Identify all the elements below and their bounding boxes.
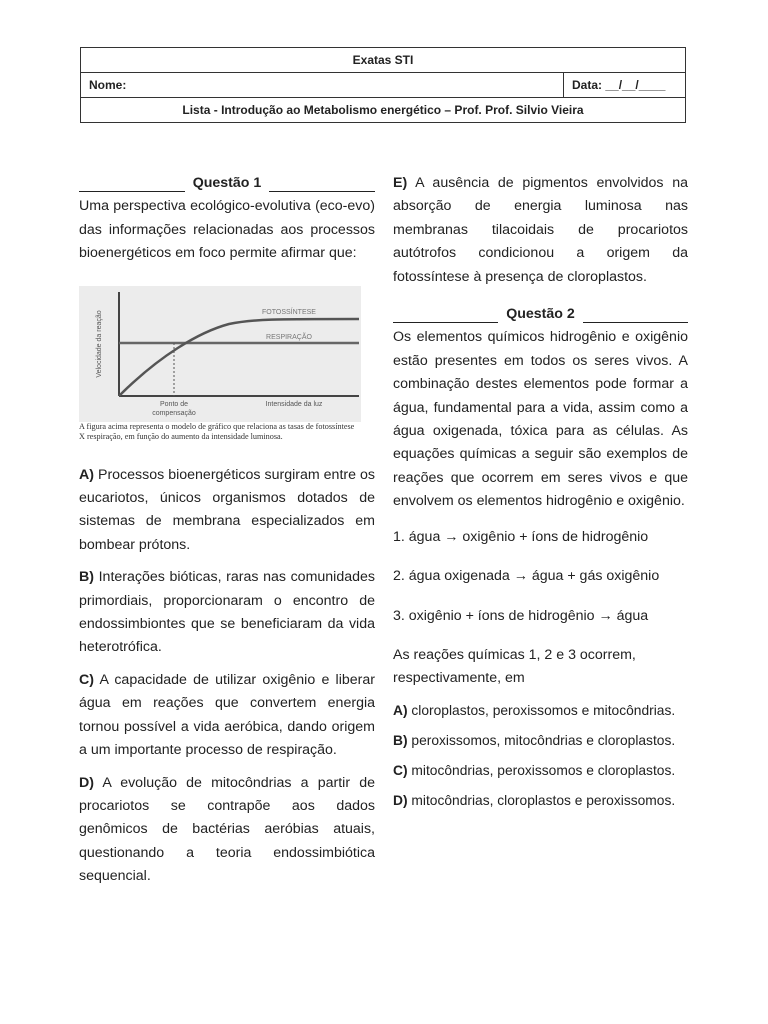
header-table	[80, 47, 686, 123]
name-label: Nome:	[81, 73, 564, 98]
q1-option-e: E) A ausência de pigmentos envolvidos na absorção de energia luminosa nas membranas tilacoidais de procariotos autótrofos condicionou a origem da fotossíntese à presença de cloroplastos.	[393, 175, 688, 285]
question-1-title: Questão 1	[192, 175, 262, 191]
q2-option-c: C) mitocôndrias, peroxissomos e cloroplastos.	[393, 762, 676, 778]
photosynthesis-figure	[79, 286, 361, 442]
q2-option-b: B) peroxissomos, mitocôndrias e cloroplastos.	[393, 732, 676, 748]
equation-3: 3. oxigênio + íons de hidrogênio → água	[393, 607, 649, 624]
equation-2: 2. água oxigenada → água + gás oxigênio	[393, 568, 660, 585]
photosynthesis-label: FOTOSSÍNTESE	[262, 308, 316, 316]
q1-option-a: A) Processos bioenergéticos surgiram entre os eucariotos, únicos organismos dotados de sistemas de membrana especializados em bombear prótons.	[79, 466, 375, 553]
question-1-stem: Uma perspectiva ecológico-evolutiva (eco-evo) das informações relacionadas aos processos bioenergéticos em foco permite afirmar que:	[79, 198, 375, 262]
q2-option-a: A) cloroplastos, peroxissomos e mitocôndrias.	[393, 702, 676, 718]
left-column	[79, 172, 375, 898]
question-2-heading	[393, 303, 688, 326]
q1-option-d: D) A evolução de mitocôndrias a partir de procariotos se contrapõe aos dados genômicos de bactérias aeróbias atuais, questionando a teoria endossimbiótica sequencial.	[79, 774, 375, 885]
question-1-heading	[79, 172, 375, 195]
equation-1: 1. água → oxigênio + íons de hidrogênio	[393, 528, 649, 545]
right-column	[393, 172, 688, 820]
q1-option-b: B) Interações bióticas, raras nas comunidades primordiais, proporcionaram o encontro de endossimbiontes que se beneficiaram da vida heterotrófica.	[79, 569, 375, 656]
q2-option-d: D) mitocôndrias, cloroplastos e peroxissomos.	[393, 792, 676, 808]
point-label-1: Ponto de	[159, 400, 189, 408]
point-label-2: compensação	[152, 409, 196, 417]
question-2-stem: Os elementos químicos hidrogênio e oxigênio estão presentes em todos os seres vivos. A combinação destes elementos pode formar a água, fundamental para a vida, assim como a água oxigenada, tóxica para as células. As equações químicas a seguir são exemplos de reações que ocorrem em seres vivos e que envolvem os elementos hidrogênio e oxigênio.	[393, 329, 688, 510]
question-2-title: Questão 2	[506, 306, 575, 323]
list-subtitle: Lista - Introdução ao Metabolismo energético – Prof. Prof. Silvio Vieira	[81, 98, 686, 123]
x-axis-label: Intensidade da luz	[265, 400, 323, 408]
y-axis-label: Velocidade da reação	[96, 309, 103, 378]
school-name: Exatas STI	[81, 48, 686, 73]
respiration-label: RESPIRAÇÃO	[266, 333, 312, 341]
compensation-graph	[79, 286, 361, 422]
question-2-prompt: As reações químicas 1, 2 e 3 ocorrem, respectivamente, em	[393, 646, 636, 687]
date-label: Data: __/__/____	[564, 73, 686, 98]
figure-caption: A figura acima representa o modelo de gráfico que relaciona as tasas de fotossíntese X respiração, em função do aumento da intensidade luminosa.	[79, 421, 355, 441]
q1-option-c: C) A capacidade de utilizar oxigênio e liberar água em reações que convertem energia tornou possível a vida aeróbica, dando origem a um importante processo de respiração.	[79, 671, 375, 759]
